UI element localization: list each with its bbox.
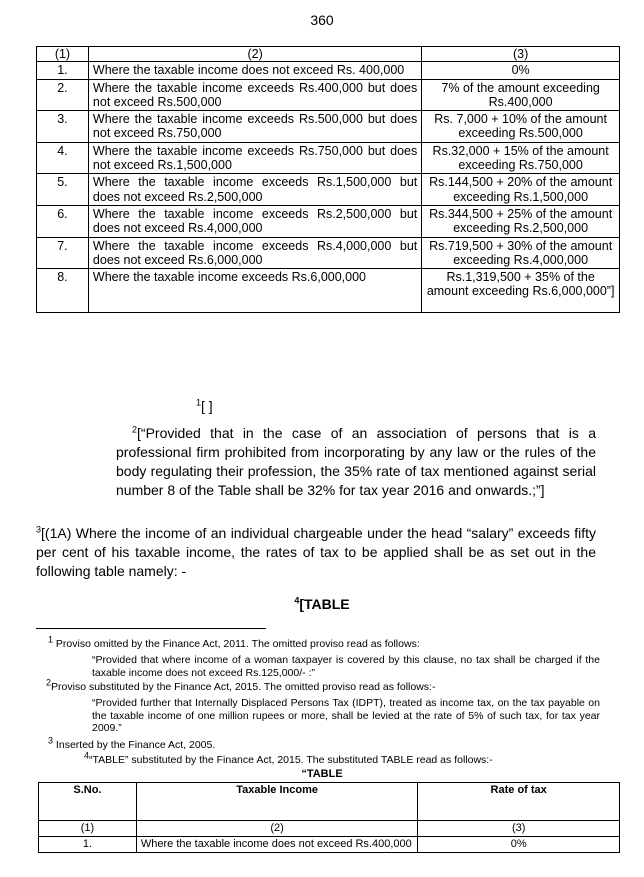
substituted-table-header-row — [39, 783, 620, 821]
clause-1a-text: [(1A) Where the income of an individual chargeable under the head “salary” exceeds fifty per cent of his taxable income, the rates of tax to be applied shall be as set out in the following table namely: - — [36, 525, 596, 579]
table-row — [37, 62, 620, 79]
footnote-marker: 1 — [48, 634, 54, 645]
taxable-income: Where the taxable income exceeds Rs.500,000 but does not exceed Rs.750,000 — [88, 111, 421, 143]
rate-of-tax: Rs. 7,000 + 10% of the amount exceeding Rs.500,000 — [422, 111, 620, 143]
substituted-table-number-row — [39, 821, 620, 837]
rate-of-tax: Rs.1,319,500 + 35% of the amount exceeding Rs.6,000,000”] — [422, 269, 620, 313]
column-header-rate-of-tax: Rate of tax — [418, 783, 620, 821]
table-row — [37, 174, 620, 206]
column-number-3: (3) — [418, 821, 620, 837]
table-row — [37, 79, 620, 111]
column-number-2: (2) — [136, 821, 418, 837]
clause-1a-paragraph — [36, 524, 596, 581]
footnote-1 — [48, 634, 608, 651]
footnote-3 — [48, 735, 608, 752]
column-number-1: (1) — [39, 821, 137, 837]
serial-number: 4. — [37, 142, 89, 174]
footnote-1-quote: “Provided that where income of a woman taxpayer is covered by this clause, no tax shall be charged if the taxable income does not exceed Rs.125,000/- :” — [92, 654, 600, 679]
column-header-3: (3) — [422, 47, 620, 62]
footnote-4 — [84, 750, 604, 767]
table-row — [37, 205, 620, 237]
taxable-income: Where the taxable income does not exceed Rs.400,000 — [136, 837, 418, 853]
taxable-income: Where the taxable income exceeds Rs.2,500,000 but does not exceed Rs.4,000,000 — [88, 205, 421, 237]
table-row — [39, 837, 620, 853]
table-row — [37, 237, 620, 269]
footnote-text: “TABLE” substituted by the Finance Act, 2015. The substituted TABLE read as follows:- — [89, 754, 493, 766]
column-header-1: (1) — [37, 47, 89, 62]
footnote-ref-1[interactable]: 1 — [196, 397, 202, 408]
omitted-brackets: [ ] — [201, 398, 213, 414]
omitted-proviso-marker — [196, 398, 213, 414]
table-heading-text: [TABLE — [299, 596, 350, 612]
footnote-ref-4[interactable]: 4 — [294, 595, 300, 606]
substituted-table-title: “TABLE — [301, 768, 343, 780]
footnote-marker: 3 — [48, 735, 54, 746]
proviso-text: [“Provided that in the case of an association of persons that is a professional firm prohibited from incorporating by any law or the rules of the body regulating their profession, the 35% rate of tax mentioned against serial number 8 of the Table shall be 32% for tax year 2016 and onwards.;”] — [116, 425, 596, 498]
table-row — [37, 142, 620, 174]
footnote-ref-2[interactable]: 2 — [132, 424, 138, 435]
rate-of-tax: 7% of the amount exceeding Rs.400,000 — [422, 79, 620, 111]
serial-number: 7. — [37, 237, 89, 269]
serial-number: 6. — [37, 205, 89, 237]
table-row — [37, 111, 620, 143]
rate-of-tax: Rs.144,500 + 20% of the amount exceeding Rs.1,500,000 — [422, 174, 620, 206]
proviso-paragraph — [116, 424, 596, 500]
rate-of-tax: Rs.32,000 + 15% of the amount exceeding Rs.750,000 — [422, 142, 620, 174]
rate-of-tax: Rs.719,500 + 30% of the amount exceeding Rs.4,000,000 — [422, 237, 620, 269]
footnote-text: Proviso substituted by the Finance Act, 2015. The omitted proviso read as follows:- — [51, 681, 436, 693]
taxable-income: Where the taxable income exceeds Rs.6,000,000 — [88, 269, 421, 313]
serial-number: 1. — [39, 837, 137, 853]
taxable-income: Where the taxable income exceeds Rs.750,000 but does not exceed Rs.1,500,000 — [88, 142, 421, 174]
substituted-table — [38, 782, 620, 853]
table-row — [37, 269, 620, 313]
table-heading — [0, 596, 644, 612]
footnote-divider — [36, 628, 266, 629]
table-header-row — [37, 47, 620, 62]
serial-number: 8. — [37, 269, 89, 313]
serial-number: 1. — [37, 62, 89, 79]
rate-of-tax: Rs.344,500 + 25% of the amount exceeding Rs.2,500,000 — [422, 205, 620, 237]
serial-number: 3. — [37, 111, 89, 143]
footnote-2 — [46, 677, 606, 694]
rate-of-tax: 0% — [418, 837, 620, 853]
column-header-2: (2) — [88, 47, 421, 62]
footnote-marker: 4 — [84, 750, 90, 761]
serial-number: 5. — [37, 174, 89, 206]
page-number: 360 — [310, 12, 334, 28]
taxable-income: Where the taxable income exceeds Rs.4,000,000 but does not exceed Rs.6,000,000 — [88, 237, 421, 269]
tax-rates-table — [36, 46, 620, 313]
taxable-income: Where the taxable income exceeds Rs.400,000 but does not exceed Rs.500,000 — [88, 79, 421, 111]
taxable-income: Where the taxable income exceeds Rs.1,500,000 but does not exceed Rs.2,500,000 — [88, 174, 421, 206]
taxable-income: Where the taxable income does not exceed Rs. 400,000 — [88, 62, 421, 79]
serial-number: 2. — [37, 79, 89, 111]
rate-of-tax: 0% — [422, 62, 620, 79]
footnote-2-quote: “Provided further that Internally Displaced Persons Tax (IDPT), treated as income tax, on the tax payable on the taxable income of one million rupees or more, shall be levied at the rate of 5% of such tax, for tax year 2009.” — [92, 697, 600, 734]
footnote-text: Inserted by the Finance Act, 2005. — [53, 739, 216, 751]
column-header-sno: S.No. — [39, 783, 137, 821]
footnote-text: Proviso omitted by the Finance Act, 2011. The omitted proviso read as follows: — [53, 638, 420, 650]
column-header-taxable-income: Taxable Income — [136, 783, 418, 821]
footnote-marker: 2 — [46, 677, 52, 688]
footnote-ref-3[interactable]: 3 — [36, 524, 42, 535]
